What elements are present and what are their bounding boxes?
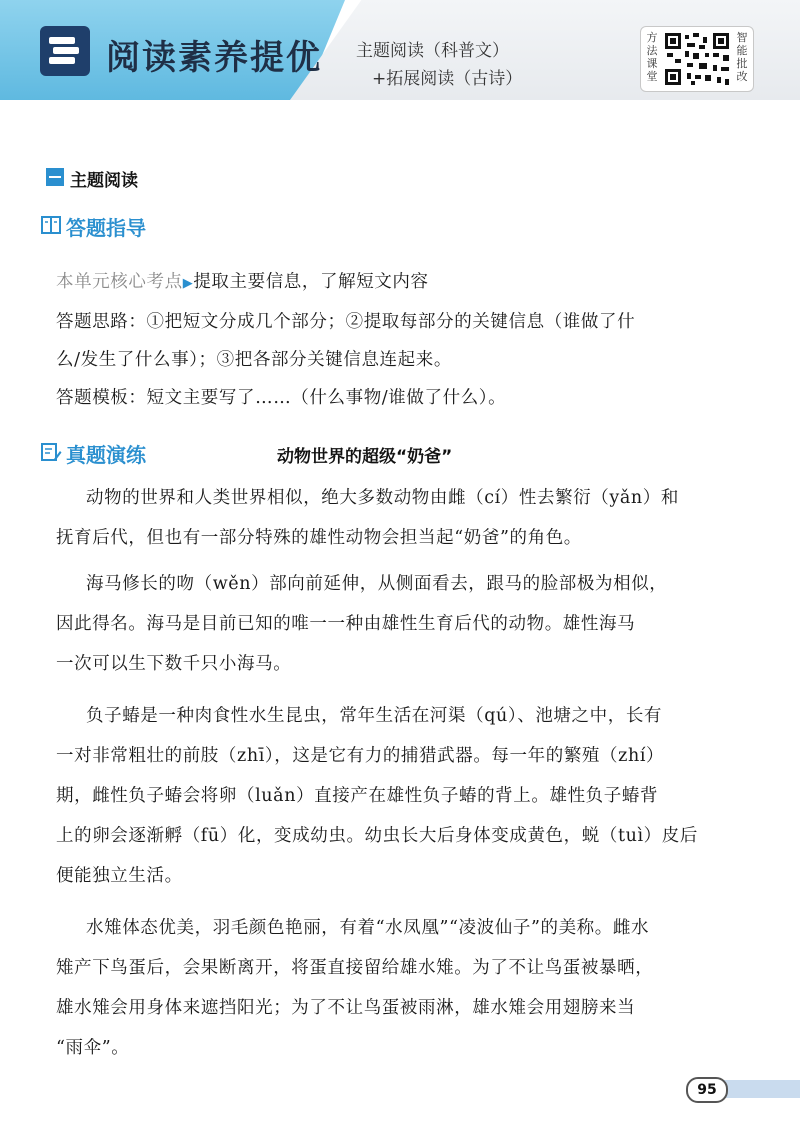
article-line: 雉产下鸟蛋后，会果断离开，将蛋直接留给雄水雉。为了不让鸟蛋被暴晒， (56, 958, 654, 978)
practice-title: 真题演练 (66, 443, 146, 467)
triangle-right-icon: ▶ (182, 276, 194, 291)
article-line: 海马修长的吻（wěn）部向前延伸，从侧面看去，跟马的脸部极为相似， (86, 574, 668, 594)
qr-code-icon[interactable] (663, 31, 731, 87)
article-line: 一次可以生下数千只小海马。 (56, 654, 292, 674)
key-point-text: 提取主要信息，了解短文内容 (193, 272, 429, 292)
section-title: 主题阅读 (70, 171, 138, 191)
key-point-line (56, 268, 429, 293)
page-header (0, 0, 800, 100)
article-line: 水雉体态优美，羽毛颜色艳丽，有着“水凤凰”“凌波仙子”的美称。雌水 (86, 918, 650, 938)
qr-right-label: 智 能 批 改 (736, 31, 748, 83)
guide-title: 答题指导 (66, 216, 146, 240)
article-line: 负子蝽是一种肉食性水生昆虫，常年生活在河渠（qú）、池塘之中，长有 (86, 706, 663, 726)
qr-panel[interactable] (640, 26, 754, 92)
article-title: 动物世界的超级“奶爸” (277, 447, 453, 467)
article-line: 雄水雉会用身体来遮挡阳光；为了不让鸟蛋被雨淋，雄水雉会用翅膀来当 (56, 998, 636, 1018)
header-subtitle-2: +拓展阅读（古诗） (372, 69, 523, 89)
book-stack-icon (40, 26, 90, 76)
key-point-prefix: 本单元核心考点 (56, 272, 183, 292)
article-line: 上的卵会逐渐孵（fū）化，变成幼虫。幼虫长大后身体变成黄色，蜕（tuì）皮后 (56, 826, 698, 846)
article-line: 动物的世界和人类世界相似，绝大多数动物由雌（cí）性去繁衍（yǎn）和 (86, 488, 679, 508)
pencil-paper-icon (40, 441, 62, 463)
header-subtitle-1: 主题阅读（科普文） (356, 41, 509, 61)
section-number-tag (46, 168, 64, 186)
qr-left-label: 方 法 课 堂 (646, 31, 658, 83)
thinking-line-1: 答题思路：①把短文分成几个部分；②提取每部分的关键信息（谁做了什 (56, 312, 636, 332)
book-open-icon (40, 214, 62, 236)
thinking-line-2: 么/发生了什么事）；③把各部分关键信息连起来。 (56, 350, 452, 370)
page-number-bar (723, 1080, 800, 1098)
header-title: 阅读素养提优 (106, 38, 322, 78)
page-number: 95 (686, 1077, 728, 1103)
article-line: 便能独立生活。 (56, 866, 183, 886)
article-line: 期，雌性负子蝽会将卵（luǎn）直接产在雄性负子蝽的背上。雄性负子蝽背 (56, 786, 659, 806)
template-line: 答题模板：短文主要写了……（什么事物/谁做了什么）。 (56, 388, 507, 408)
article-line: 抚育后代，但也有一部分特殊的雄性动物会担当起“奶爸”的角色。 (56, 528, 582, 548)
article-line: “雨伞”。 (56, 1038, 130, 1058)
article-line: 因此得名。海马是目前已知的唯一一种由雄性生育后代的动物。雄性海马 (56, 614, 636, 634)
article-line: 一对非常粗壮的前肢（zhī），这是它有力的捕猎武器。每一年的繁殖（zhí） (56, 746, 665, 766)
